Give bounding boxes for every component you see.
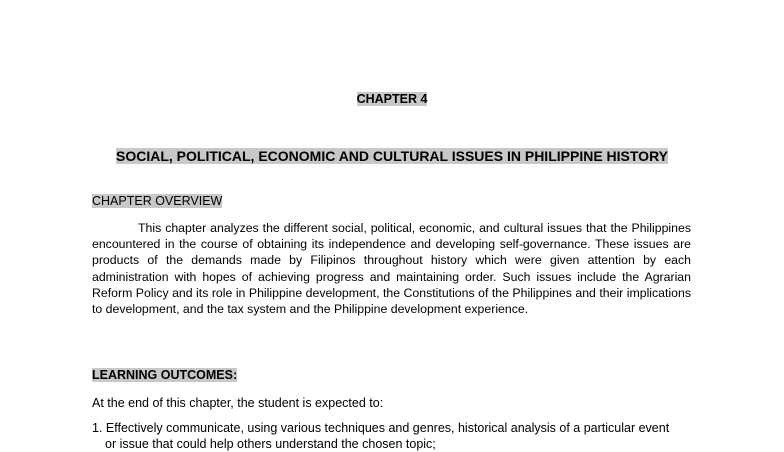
- chapter-label: CHAPTER 4: [356, 92, 428, 106]
- learning-outcome-line2: or issue that could help others understand the chosen topic;: [105, 437, 436, 451]
- learning-outcome-item: [92, 420, 692, 452]
- chapter-label-row: [0, 92, 784, 106]
- chapter-title-block: [112, 146, 672, 167]
- overview-paragraph: This chapter analyzes the different social, political, economic, and cultural issues that the Philippines encountered in the course of obtaining its independence and developing self-governance. These issues are products of the demands made by Filipinos throughout history which were given attention by each administration with hopes of achieving progress and maintaining order. Such issues include the Agrarian Reform Policy and its role in Philippine development, the Constitutions of the Philippines and their implications to development, and the tax system and the Philippine development experience.: [92, 221, 691, 317]
- learning-outcome-line1: Effectively communicate, using various techniques and genres, historical analysis of a particular event: [105, 421, 670, 435]
- overview-heading-row: [92, 194, 222, 208]
- overview-heading: CHAPTER OVERVIEW: [92, 194, 223, 208]
- learning-outcomes-heading: LEARNING OUTCOMES:: [92, 368, 238, 382]
- learning-outcomes-heading-row: [92, 368, 237, 382]
- learning-outcomes-intro: At the end of this chapter, the student is expected to:: [92, 396, 384, 410]
- chapter-title: SOCIAL, POLITICAL, ECONOMIC AND CULTURAL ISSUES IN PHILIPPINE HISTORY: [116, 148, 668, 164]
- learning-outcome-number: 1.: [92, 421, 103, 435]
